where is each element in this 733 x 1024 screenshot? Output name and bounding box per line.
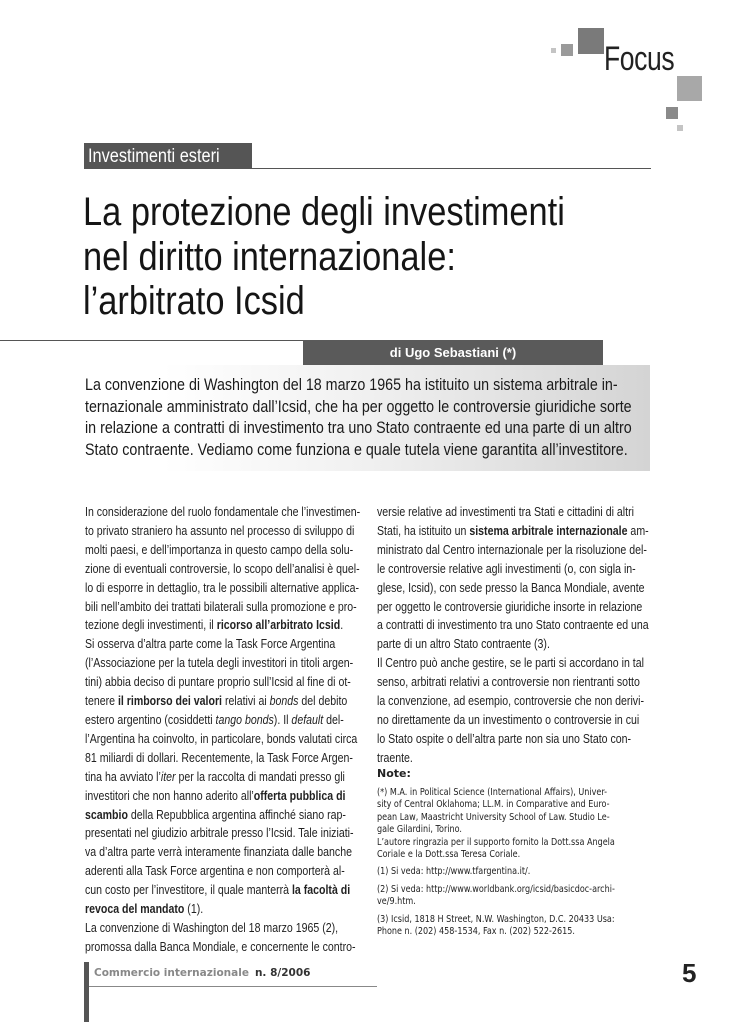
- title-line: La protezione degli investimenti: [83, 190, 565, 234]
- note-line: Phone n. (202) 458-1534, Fax n. (202) 522-2615.: [377, 926, 575, 938]
- italic-run: bonds: [269, 694, 299, 709]
- text-run: tina ha avviato l’: [85, 769, 161, 784]
- text-run: per oggetto le controversie giuridiche insorte in relazione: [377, 599, 643, 614]
- abstract-line: ternazionale amministrato dall’Icsid, che ha per oggetto le controversie giuridiche sorte: [85, 397, 632, 416]
- bold-run: scambio: [85, 807, 128, 822]
- publication-name: Commercio internazionale: [94, 967, 249, 979]
- text-line: [85, 862, 362, 881]
- footer-bar: [84, 962, 89, 1022]
- text-line: [377, 522, 654, 541]
- italic-run: tango bonds: [215, 712, 274, 727]
- text-line: [85, 900, 362, 919]
- text-run: della Repubblica argentina affinché siano rap-: [127, 807, 346, 822]
- text-run: relativi ai: [221, 694, 270, 709]
- text-line: [377, 730, 654, 749]
- footer-rule: [89, 986, 377, 987]
- author-byline: di Ugo Sebastiani (*): [303, 340, 603, 365]
- notes-title: Note:: [377, 767, 411, 780]
- article-title: [83, 190, 616, 324]
- text-line: [377, 560, 654, 579]
- text-line: [377, 598, 654, 617]
- note-line: (2) Si veda: http://www.worldbank.org/icsid/basicdoc-archi-: [377, 883, 615, 895]
- text-run: La convenzione di Washington del 18 marzo 1965 (2),: [85, 920, 339, 935]
- text-run: zione di eventuali controversie, lo scopo dell’analisi è quel-: [85, 561, 360, 576]
- text-run: bili nell’ambito dei trattati bilaterali sulla promozione e pro-: [85, 599, 357, 614]
- text-line: [377, 749, 654, 768]
- page-number: 5: [682, 958, 697, 988]
- bold-run: offerta pubblica di: [253, 788, 346, 803]
- text-line: [85, 598, 362, 617]
- section-label: Investimenti esteri: [88, 146, 220, 167]
- text-line: [377, 616, 654, 635]
- text-run: l’Argentina ha coinvolto, in particolare, bonds valutati circa: [85, 731, 358, 746]
- text-line: [85, 749, 362, 768]
- text-line: [377, 673, 654, 692]
- text-line: [85, 881, 362, 900]
- text-run: investitori che non hanno aderito all’: [85, 788, 254, 803]
- notes-list: [377, 787, 661, 938]
- note-line: (3) Icsid, 1818 H Street, N.W. Washington, D.C. 20433 Usa:: [377, 913, 615, 925]
- text-line: [85, 654, 362, 673]
- note-item: [377, 914, 661, 939]
- text-run: va d’altra parte verrà interamente finanziata dalle banche: [85, 845, 352, 860]
- text-run: del debito: [298, 694, 348, 709]
- text-line: [85, 522, 362, 541]
- text-run: Il Centro può anche gestire, se le parti si accordano in tal: [377, 656, 644, 671]
- abstract: [85, 375, 632, 461]
- note-line: pean Law, Maastricht University School of Law. Studio Le-: [377, 811, 610, 823]
- text-run: no direttamente da un investimento o controversie in cui: [377, 712, 640, 727]
- text-line: [85, 616, 362, 635]
- text-line: [85, 824, 362, 843]
- note-item: [377, 866, 661, 878]
- note-line: sity of Central Oklahoma; LL.M. in Comparative and Euro-: [377, 799, 610, 811]
- abstract-line: in relazione a contratti di investimento tra uno Stato contraente ed una parte di un altro: [85, 419, 632, 438]
- text-line: [85, 579, 362, 598]
- text-line: [85, 919, 362, 938]
- text-run: (l’Associazione per la tutela degli investitori in titoli argen-: [85, 656, 354, 671]
- text-line: [85, 938, 362, 957]
- note-item: [377, 884, 661, 909]
- issue-number: n. 8/2006: [254, 967, 311, 979]
- author-rule: [0, 340, 303, 341]
- deco-square-6: [677, 125, 683, 131]
- bold-run: il rimborso dei valori: [117, 694, 222, 709]
- deco-square-5: [666, 107, 678, 119]
- note-line: Coriale e la Dott.ssa Teresa Coriale.: [377, 849, 521, 861]
- text-line: [85, 711, 362, 730]
- italic-run: default: [291, 712, 324, 727]
- text-run: traente.: [377, 750, 413, 765]
- text-line: [85, 635, 362, 654]
- text-line: [85, 692, 362, 711]
- text-line: [85, 787, 362, 806]
- focus-label: Focus: [604, 40, 675, 78]
- abstract-line: La convenzione di Washington del 18 marzo 1965 ha istituito un sistema arbitrale in-: [85, 376, 618, 394]
- text-run: promossa dalla Banca Mondiale, e concernente le contro-: [85, 939, 356, 954]
- text-run: (1).: [184, 902, 204, 917]
- text-run: aderenti alla Task Force argentina e non comporterà al-: [85, 864, 345, 879]
- text-run: estero argentino (cosiddetti: [85, 712, 216, 727]
- text-run: glese, Icsid), con sede presso la Banca Mondiale, avente: [377, 580, 645, 595]
- text-run: senso, arbitrati relativi a controversie non rientranti sotto: [377, 675, 640, 690]
- text-line: [85, 673, 362, 692]
- text-line: [85, 768, 362, 787]
- text-line: [377, 635, 654, 654]
- text-run: 81 miliardi di dollari. Recentemente, la Task Force Argen-: [85, 750, 353, 765]
- text-line: [85, 843, 362, 862]
- text-run: parte di un altro Stato contraente (3).: [377, 637, 550, 652]
- bold-run: revoca del mandato: [85, 902, 185, 917]
- text-run: le controversie relative agli investimenti (o, con sigla in-: [377, 561, 636, 576]
- text-run: tezione degli investimenti, il: [85, 618, 217, 633]
- text-run: ministrato dal Centro internazionale per la risoluzione del-: [377, 542, 647, 557]
- note-line: (1) Si veda: http://www.tfargentina.it/.: [377, 866, 531, 878]
- text-line: [377, 579, 654, 598]
- title-line: l’arbitrato Icsid: [83, 279, 305, 323]
- text-run: Stati, ha istituito un: [377, 523, 470, 538]
- text-run: versie relative ad investimenti tra Stati e cittadini di altri: [377, 505, 634, 519]
- text-line: [85, 503, 362, 522]
- text-run: lo di esporre in dettaglio, tra le possibili alternative applica-: [85, 580, 360, 595]
- deco-square-2: [561, 44, 573, 56]
- abstract-line: Stato contraente. Vediamo come funziona e quale tutela viene garantita all’investitore.: [85, 440, 628, 459]
- text-run: presentati nel giudizio arbitrale presso l’Icsid. Tale iniziati-: [85, 826, 354, 841]
- text-line: [377, 692, 654, 711]
- footer-publication: [94, 967, 310, 979]
- text-run: tenere: [85, 694, 118, 709]
- deco-square-4: [677, 76, 702, 101]
- text-line: [377, 711, 654, 730]
- text-run: del-: [323, 712, 344, 727]
- text-line: [85, 730, 362, 749]
- text-line: [85, 560, 362, 579]
- text-run: .: [340, 618, 344, 633]
- deco-square-3: [551, 48, 556, 53]
- italic-run: iter: [160, 769, 176, 784]
- section-rule: [252, 168, 651, 169]
- text-run: a contratti di investimento tra uno Stato contraente ed una: [377, 618, 649, 633]
- section-label-bar: [84, 143, 252, 169]
- note-line: gale Gilardini, Torino.: [377, 824, 463, 836]
- text-run: tini) abbia deciso di puntare proprio sull’Icsid al fine di ot-: [85, 675, 351, 690]
- text-run: In considerazione del ruolo fondamentale che l’investimen-: [85, 505, 361, 519]
- text-run: Si osserva d’altra parte come la Task Force Argentina: [85, 637, 336, 652]
- bold-run: sistema arbitrale internazionale: [469, 523, 628, 538]
- text-run: ). Il: [273, 712, 292, 727]
- text-run: to privato straniero ha assunto nel processo di sviluppo di: [85, 523, 355, 538]
- note-line: (*) M.A. in Political Science (International Affairs), Univer-: [377, 787, 608, 798]
- note-line: ve/9.htm.: [377, 896, 416, 908]
- deco-square-1: [578, 28, 604, 54]
- text-line: [377, 541, 654, 560]
- note-item: [377, 787, 661, 861]
- text-line: [377, 503, 654, 522]
- text-line: [85, 541, 362, 560]
- text-line: [85, 806, 362, 825]
- note-line: L’autore ringrazia per il supporto fornito la Dott.ssa Angela: [377, 836, 615, 848]
- text-run: molti paesi, e dell’importanza in questo campo della solu-: [85, 542, 354, 557]
- text-line: [377, 654, 654, 673]
- text-run: am-: [627, 523, 649, 538]
- body-column-left: [85, 503, 362, 957]
- bold-run: ricorso all’arbitrato Icsid: [216, 618, 341, 633]
- text-run: la convenzione, ad esempio, controversie che non derivi-: [377, 694, 644, 709]
- text-run: per la raccolta di mandati presso gli: [175, 769, 345, 784]
- text-run: cun costo per l’investitore, il quale manterrà: [85, 883, 292, 898]
- text-run: lo Stato ospite o dell’altra parte non sia uno Stato con-: [377, 731, 632, 746]
- body-column-right: [377, 503, 654, 768]
- bold-run: la facoltà di: [291, 883, 351, 898]
- title-line: nel diritto internazionale:: [83, 234, 456, 279]
